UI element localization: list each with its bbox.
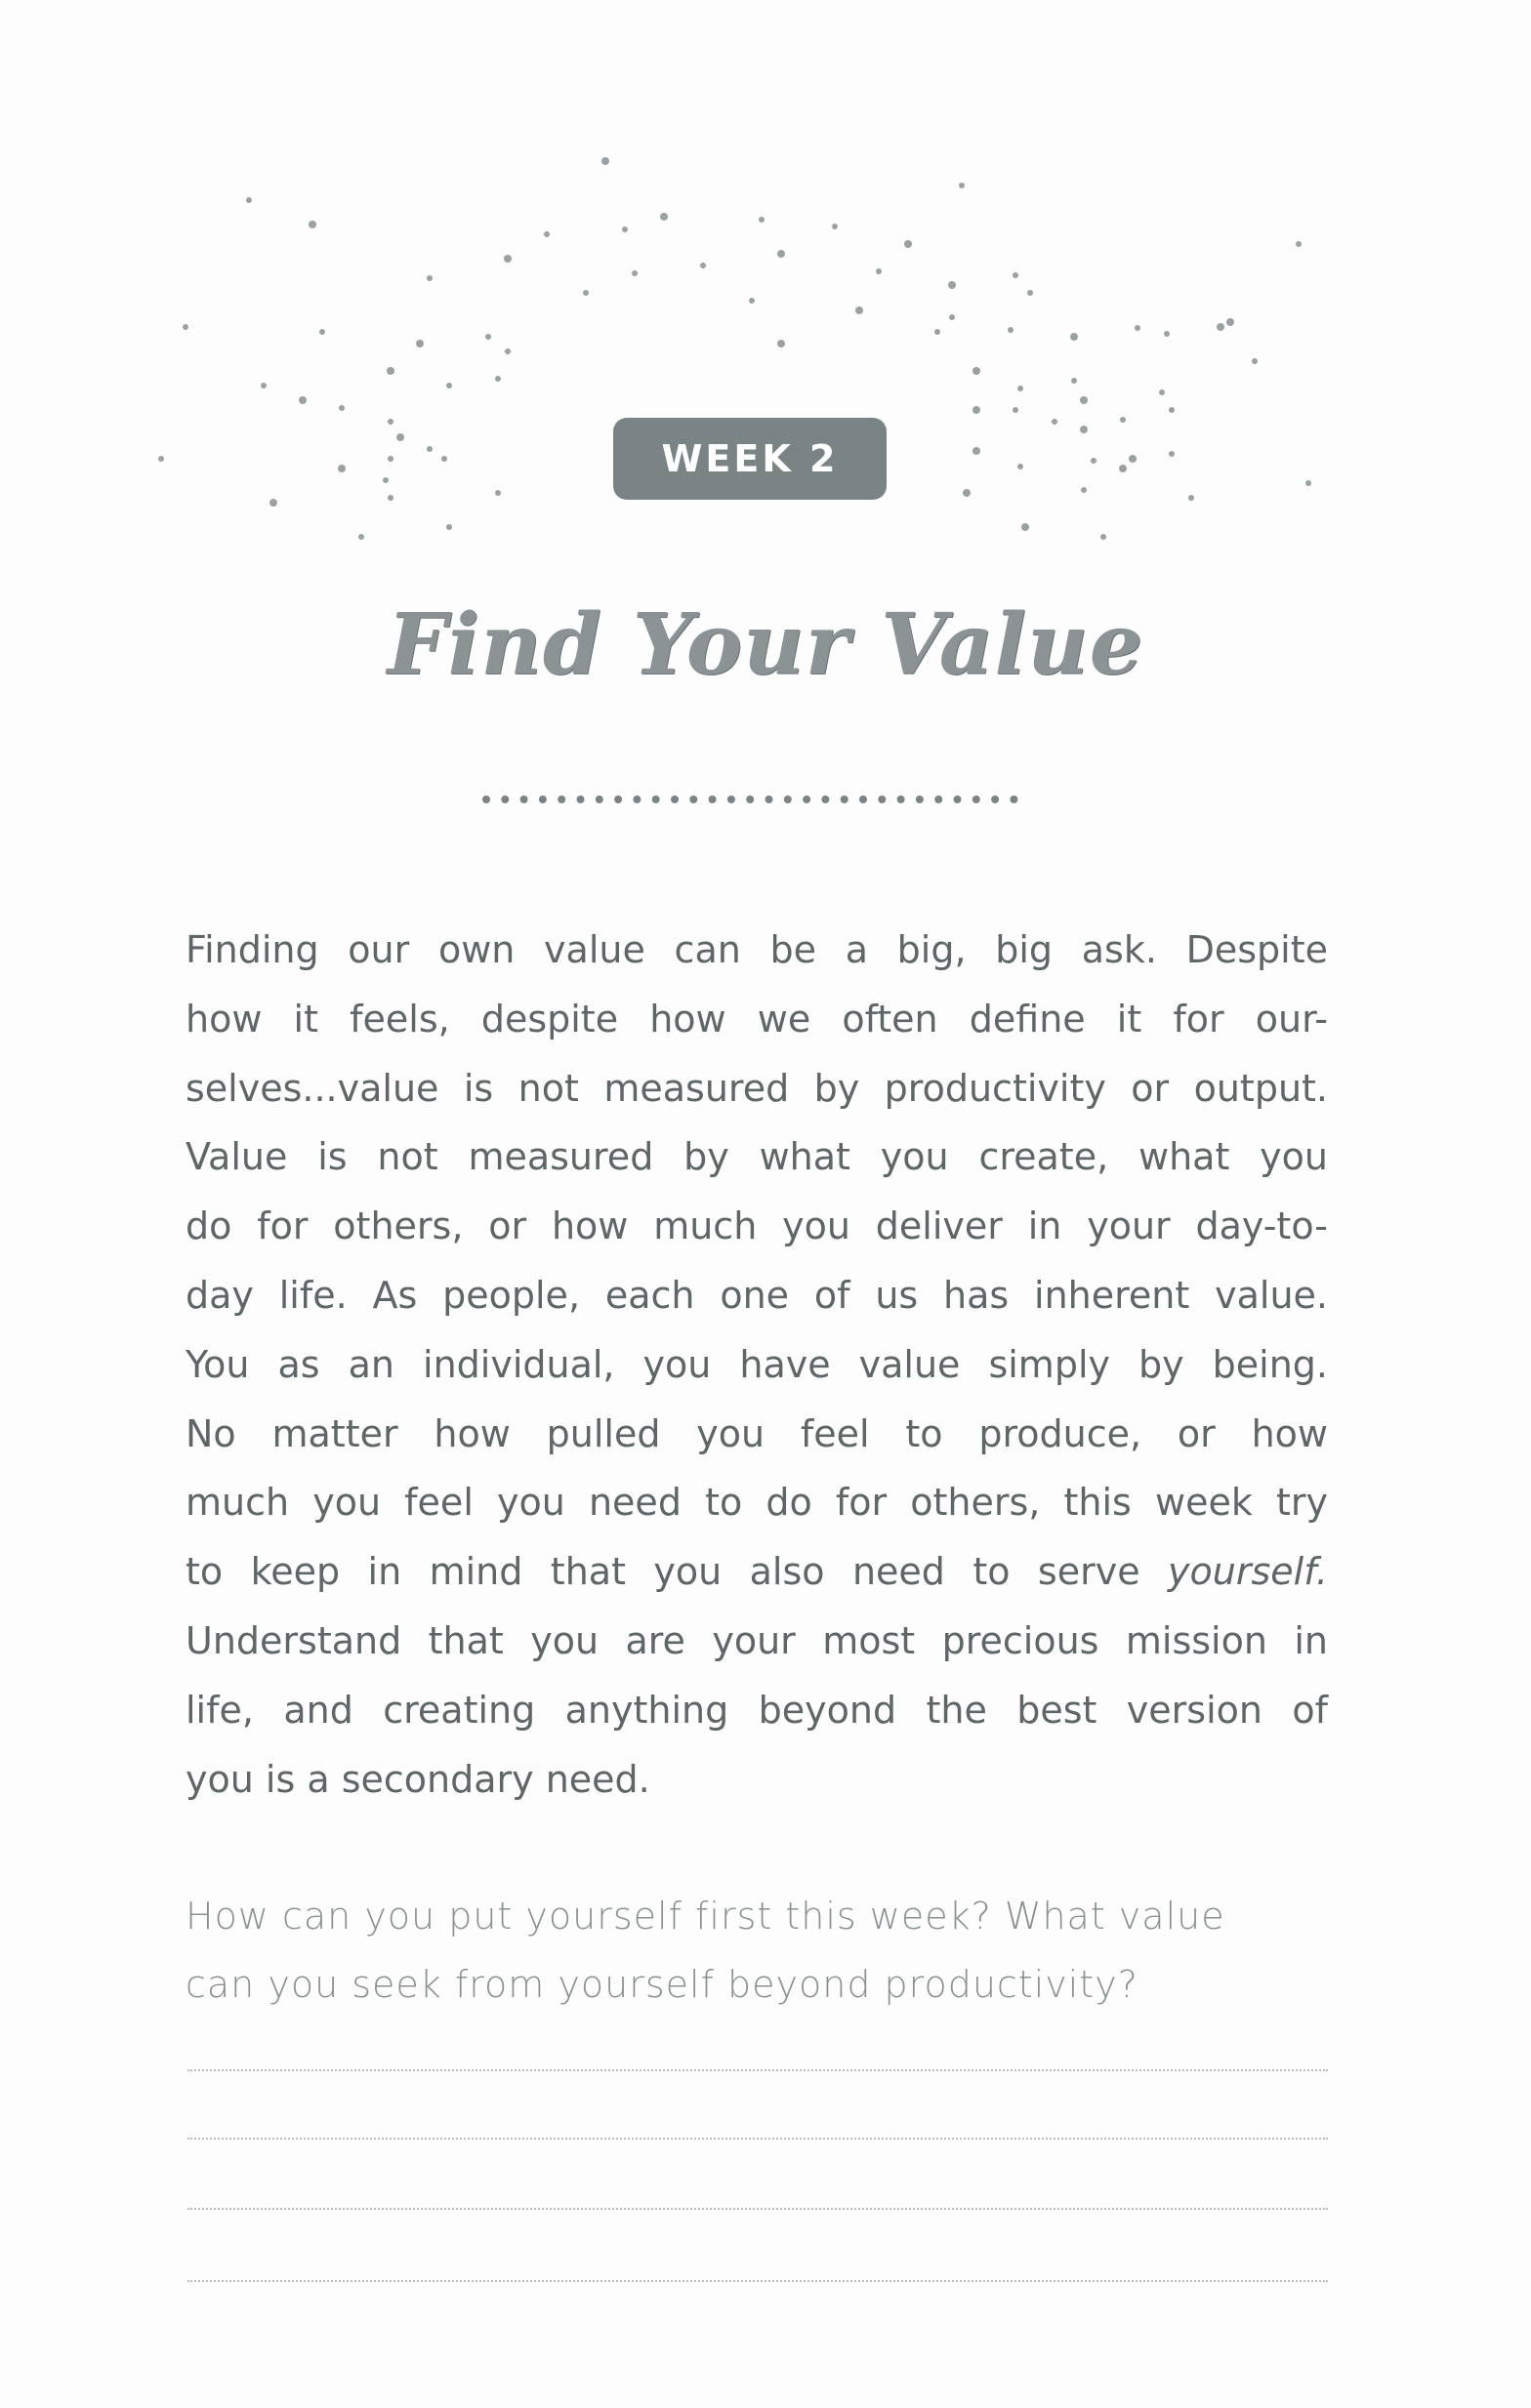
- divider-dot: [972, 796, 980, 803]
- decorative-dot: [1169, 451, 1175, 457]
- divider-dot: [841, 796, 848, 803]
- decorative-dot: [504, 255, 512, 263]
- decorative-dot: [1159, 389, 1165, 395]
- divider-dot: [482, 796, 490, 803]
- divider-dot: [784, 796, 792, 803]
- decorative-dot: [1013, 407, 1018, 413]
- divider-dot: [916, 796, 924, 803]
- decorative-dot: [1080, 426, 1088, 433]
- body-paragraph: [186, 916, 1328, 1814]
- decorative-dot: [387, 367, 394, 375]
- writing-line-2[interactable]: [187, 2138, 1328, 2140]
- prompt-line-2: can you seek from yourself beyond productivity?: [186, 1963, 1138, 2006]
- decorative-dot: [388, 456, 393, 462]
- body-line-with-emphasis: [186, 1537, 1328, 1607]
- decorative-dot: [632, 270, 638, 276]
- decorative-dot: [396, 433, 404, 441]
- body-line: selves...value is not measured by productivity or output.: [186, 1066, 1328, 1110]
- decorative-dot: [1013, 272, 1018, 278]
- decorative-dot: [183, 324, 188, 330]
- decorative-dot: [299, 396, 307, 404]
- decorative-dot: [855, 306, 863, 314]
- body-line: to keep in mind that you also need to serve: [186, 1550, 1140, 1594]
- body-line: Value is not measured by what you create, what you: [186, 1135, 1328, 1179]
- divider-dot: [991, 796, 999, 803]
- decorative-dot: [338, 465, 346, 472]
- decorative-dot: [158, 456, 164, 462]
- body-line: do for others, or how much you deliver in your day-to-: [186, 1204, 1328, 1248]
- decorative-dot: [1021, 523, 1029, 531]
- divider-dot: [689, 796, 697, 803]
- writing-line-1[interactable]: [187, 2069, 1328, 2071]
- divider-dot: [652, 796, 660, 803]
- decorative-dot: [934, 329, 940, 335]
- writing-line-3[interactable]: [187, 2208, 1328, 2210]
- decorative-dot: [601, 157, 609, 165]
- decorative-dot: [972, 406, 980, 414]
- decorative-dot: [446, 524, 452, 530]
- writing-line-4[interactable]: [187, 2280, 1328, 2282]
- decorative-dot: [383, 477, 389, 483]
- decorative-dot-pattern: [0, 0, 1531, 605]
- week-badge: WEEK 2: [613, 418, 887, 500]
- decorative-dot: [1070, 333, 1078, 341]
- decorative-dot: [832, 224, 838, 229]
- decorative-dot: [700, 263, 706, 268]
- decorative-dot: [622, 226, 628, 232]
- decorative-dot: [1027, 290, 1033, 296]
- body-line: Finding our own value can be a big, big ask. Despite: [186, 928, 1328, 971]
- decorative-dot: [583, 290, 589, 296]
- decorative-dot: [1305, 480, 1311, 486]
- divider-dot: [539, 796, 547, 803]
- decorative-dot: [1169, 407, 1175, 413]
- decorative-dot: [358, 534, 364, 540]
- body-line: life, and creating anything beyond the best version of: [186, 1688, 1328, 1732]
- decorative-dot: [339, 405, 345, 411]
- decorative-dot: [749, 298, 755, 304]
- decorative-dot: [1252, 358, 1258, 364]
- body-line: much you feel you need to do for others, this week try: [186, 1481, 1328, 1525]
- decorative-dot: [319, 329, 325, 335]
- divider-dot: [746, 796, 754, 803]
- decorative-dot: [495, 376, 501, 382]
- divider-dot: [614, 796, 622, 803]
- body-line: you is a secondary need.: [186, 1757, 650, 1801]
- divider-dot: [821, 796, 829, 803]
- decorative-dot: [246, 197, 252, 203]
- emphasis-yourself: yourself.: [1168, 1550, 1328, 1594]
- decorative-dot: [1119, 465, 1127, 472]
- decorative-dot: [959, 183, 965, 188]
- divider-dot: [878, 796, 886, 803]
- decorative-dot: [1071, 378, 1077, 384]
- divider-dot: [501, 796, 509, 803]
- divider-dot: [633, 796, 641, 803]
- decorative-dot: [1017, 464, 1023, 469]
- divider-dot: [803, 796, 810, 803]
- decorative-dot: [1129, 455, 1137, 463]
- decorative-dot: [1135, 325, 1140, 331]
- decorative-dot: [441, 456, 447, 462]
- prompt-line-1: How can you put yourself first this week? What value: [186, 1895, 1225, 1938]
- dotted-divider: [478, 793, 1025, 806]
- body-line: No matter how pulled you feel to produce, or how: [186, 1411, 1328, 1455]
- decorative-dot: [495, 490, 501, 496]
- divider-dot: [671, 796, 679, 803]
- body-line: day life. As people, each one of us has inherent value.: [186, 1273, 1328, 1317]
- decorative-dot: [544, 231, 550, 237]
- decorative-dot: [427, 275, 433, 281]
- body-line: Understand that you are your most precious mission in: [186, 1618, 1328, 1662]
- body-line: You as an individual, you have value simply by being.: [186, 1342, 1328, 1386]
- decorative-dot: [660, 213, 668, 221]
- divider-dot: [954, 796, 962, 803]
- decorative-dot: [972, 367, 980, 375]
- decorative-dot: [446, 383, 452, 388]
- decorative-dot: [1188, 495, 1194, 501]
- decorative-dot: [904, 240, 912, 248]
- decorative-dot: [269, 499, 277, 507]
- decorative-dot: [388, 495, 393, 501]
- decorative-dot: [777, 250, 785, 258]
- divider-dot: [1010, 796, 1017, 803]
- decorative-dot: [1226, 318, 1234, 326]
- divider-dot: [897, 796, 905, 803]
- divider-dot: [596, 796, 603, 803]
- decorative-dot: [949, 314, 955, 320]
- journal-prompt: [186, 1882, 1328, 2019]
- divider-dot: [709, 796, 717, 803]
- decorative-dot: [1080, 396, 1088, 404]
- decorative-dot: [1217, 323, 1224, 331]
- decorative-dot: [759, 217, 765, 223]
- decorative-dot: [485, 334, 491, 340]
- decorative-dot: [876, 268, 882, 274]
- divider-dot: [558, 796, 565, 803]
- decorative-dot: [427, 446, 433, 452]
- decorative-dot: [1296, 241, 1302, 247]
- decorative-dot: [1052, 419, 1057, 425]
- page-title: Find Your Value: [387, 595, 1144, 694]
- decorative-dot: [1008, 327, 1014, 333]
- divider-dot: [577, 796, 585, 803]
- decorative-dot: [416, 340, 424, 347]
- decorative-dot: [1100, 534, 1106, 540]
- decorative-dot: [1164, 331, 1170, 337]
- divider-dot: [727, 796, 735, 803]
- decorative-dot: [777, 340, 785, 347]
- divider-dot: [934, 796, 942, 803]
- decorative-dot: [1120, 417, 1126, 423]
- decorative-dot: [261, 383, 267, 388]
- body-line: how it feels, despite how we often define it for our-: [186, 997, 1328, 1041]
- decorative-dot: [1081, 487, 1087, 493]
- decorative-dot: [948, 281, 956, 289]
- decorative-dot: [963, 489, 971, 497]
- decorative-dot: [388, 419, 393, 425]
- divider-dot: [766, 796, 773, 803]
- decorative-dot: [972, 447, 980, 455]
- decorative-dot: [505, 348, 511, 354]
- divider-dot: [520, 796, 528, 803]
- decorative-dot: [1017, 386, 1023, 391]
- divider-dot: [859, 796, 867, 803]
- decorative-dot: [309, 221, 316, 228]
- decorative-dot: [1091, 458, 1097, 464]
